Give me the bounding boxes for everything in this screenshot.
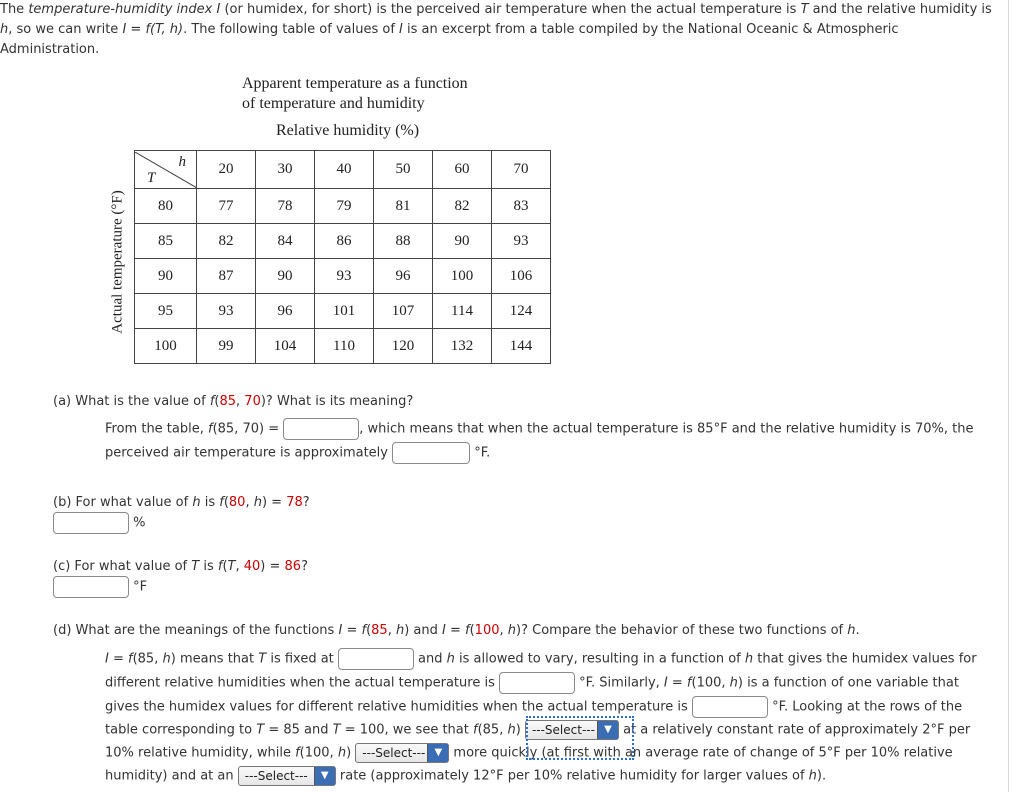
part-d-line6: humidity) and at an ---Select--- ▼ rate (approximately 12°F per 10% relative humidity for larger values of h). bbox=[105, 766, 826, 787]
humidity-header: 60 bbox=[433, 151, 492, 189]
answer-a-temperature-input[interactable] bbox=[392, 442, 470, 464]
table-row bbox=[135, 224, 551, 259]
table-cell: 81 bbox=[374, 189, 433, 224]
answer-a-value-input[interactable] bbox=[283, 418, 359, 440]
table-cell: 90 bbox=[256, 259, 315, 294]
table-cell: 93 bbox=[197, 294, 256, 329]
table-corner-cell: h T bbox=[135, 151, 197, 189]
table-cell: 100 bbox=[433, 259, 492, 294]
table-row bbox=[135, 294, 551, 329]
temperature-header: 85 bbox=[135, 224, 197, 259]
table-cell: 124 bbox=[492, 294, 551, 329]
chevron-down-icon: ▼ bbox=[427, 744, 448, 762]
part-c-answer-row: °F bbox=[53, 576, 147, 598]
figure-caption: Apparent temperature as a function of temperature and humidity bbox=[242, 75, 468, 112]
part-a-line1: From the table, f(85, 70) = , which means that when the actual temperature is 85°F and the relative humidity is 70%, the bbox=[105, 418, 973, 440]
table-cell: 99 bbox=[197, 329, 256, 364]
chevron-down-icon: ▼ bbox=[314, 767, 335, 785]
humidity-header: 40 bbox=[315, 151, 374, 189]
term-humidex: temperature-humidity index bbox=[28, 2, 213, 17]
table-cell: 82 bbox=[433, 189, 492, 224]
table-cell: 93 bbox=[492, 224, 551, 259]
part-d-line2: different relative humidities when the actual temperature is °F. Similarly, I = f(100, h) is a function of one variable that bbox=[105, 672, 959, 694]
table-cell: 132 bbox=[433, 329, 492, 364]
table-cell: 88 bbox=[374, 224, 433, 259]
humidity-header: 20 bbox=[197, 151, 256, 189]
part-a-question: (a) What is the value of f(85, 70)? What is its meaning? bbox=[53, 394, 414, 409]
table-cell: 114 bbox=[433, 294, 492, 329]
part-d-line3: gives the humidex values for different relative humidities when the actual temperature is °F. Looking at the rows of the bbox=[105, 696, 962, 718]
temperature-header: 80 bbox=[135, 189, 197, 224]
table-cell: 101 bbox=[315, 294, 374, 329]
table-cell: 77 bbox=[197, 189, 256, 224]
humidity-header: 30 bbox=[256, 151, 315, 189]
intro-paragraph: The temperature-humidity index I (or humidex, for short) is the perceived air temperature when the actual temperature is T and the relative humidity is h, so we can write I = f(T, h). The following table of values of I is an excerpt from a table compiled by the National Oceanic & Atmospheric Administration. bbox=[0, 2, 992, 57]
table-cell: 96 bbox=[374, 259, 433, 294]
column-group-label: Relative humidity (%) bbox=[276, 122, 420, 139]
table-cell: 104 bbox=[256, 329, 315, 364]
part-d-question: (d) What are the meanings of the functions I = f(85, h) and I = f(100, h)? Compare the behavior of these two functions of h. bbox=[53, 623, 860, 638]
table-cell: 78 bbox=[256, 189, 315, 224]
table-cell: 87 bbox=[197, 259, 256, 294]
page-right-border bbox=[1008, 0, 1009, 792]
table-cell: 82 bbox=[197, 224, 256, 259]
table-cell: 84 bbox=[256, 224, 315, 259]
temperature-header: 95 bbox=[135, 294, 197, 329]
part-d-line4: table corresponding to T = 85 and T = 100, we see that f(85, h) ---Select--- ▼ at a relatively constant rate of approximately 2°F per bbox=[105, 720, 970, 741]
answer-d-temperature-100-input[interactable] bbox=[692, 696, 768, 718]
table-row bbox=[135, 329, 551, 364]
table-cell: 90 bbox=[433, 224, 492, 259]
table-cell: 107 bbox=[374, 294, 433, 329]
table-cell: 93 bbox=[315, 259, 374, 294]
behavior-100-select[interactable]: ---Select--- ▼ bbox=[355, 743, 449, 763]
part-d-line1: I = f(85, h) means that T is fixed at and h is allowed to vary, resulting in a function of h that gives the humidex values for bbox=[105, 648, 977, 670]
table-row bbox=[135, 189, 551, 224]
table-row bbox=[135, 259, 551, 294]
part-b-answer-row: % bbox=[53, 512, 146, 534]
humidity-header: 50 bbox=[374, 151, 433, 189]
table-cell: 120 bbox=[374, 329, 433, 364]
answer-d-temperature-85-input[interactable] bbox=[499, 672, 575, 694]
table-cell: 96 bbox=[256, 294, 315, 329]
table-cell: 110 bbox=[315, 329, 374, 364]
table-cell: 86 bbox=[315, 224, 374, 259]
part-d-line5: 10% relative humidity, while f(100, h) ---Select--- ▼ more quickly (at first with an average rate of change of 5°F per 10% relative bbox=[105, 743, 953, 764]
table-cell: 83 bbox=[492, 189, 551, 224]
answer-b-humidity-input[interactable] bbox=[53, 512, 129, 534]
part-a-line2: perceived air temperature is approximately °F. bbox=[105, 442, 490, 464]
temperature-header: 100 bbox=[135, 329, 197, 364]
part-b-question: (b) For what value of h is f(80, h) = 78? bbox=[53, 495, 310, 510]
table-cell: 106 bbox=[492, 259, 551, 294]
chevron-down-icon: ▼ bbox=[597, 721, 618, 739]
answer-c-temperature-input[interactable] bbox=[53, 576, 129, 598]
table-cell: 144 bbox=[492, 329, 551, 364]
humidex-table bbox=[134, 150, 551, 364]
table-cell: 79 bbox=[315, 189, 374, 224]
humidity-header: 70 bbox=[492, 151, 551, 189]
answer-d-fixed-temperature-input[interactable] bbox=[338, 648, 414, 670]
rate-trend-select[interactable]: ---Select--- ▼ bbox=[238, 766, 336, 786]
temperature-header: 90 bbox=[135, 259, 197, 294]
part-c-question: (c) For what value of T is f(T, 40) = 86? bbox=[53, 559, 308, 574]
behavior-85-select[interactable]: ---Select--- ▼ bbox=[525, 720, 619, 740]
